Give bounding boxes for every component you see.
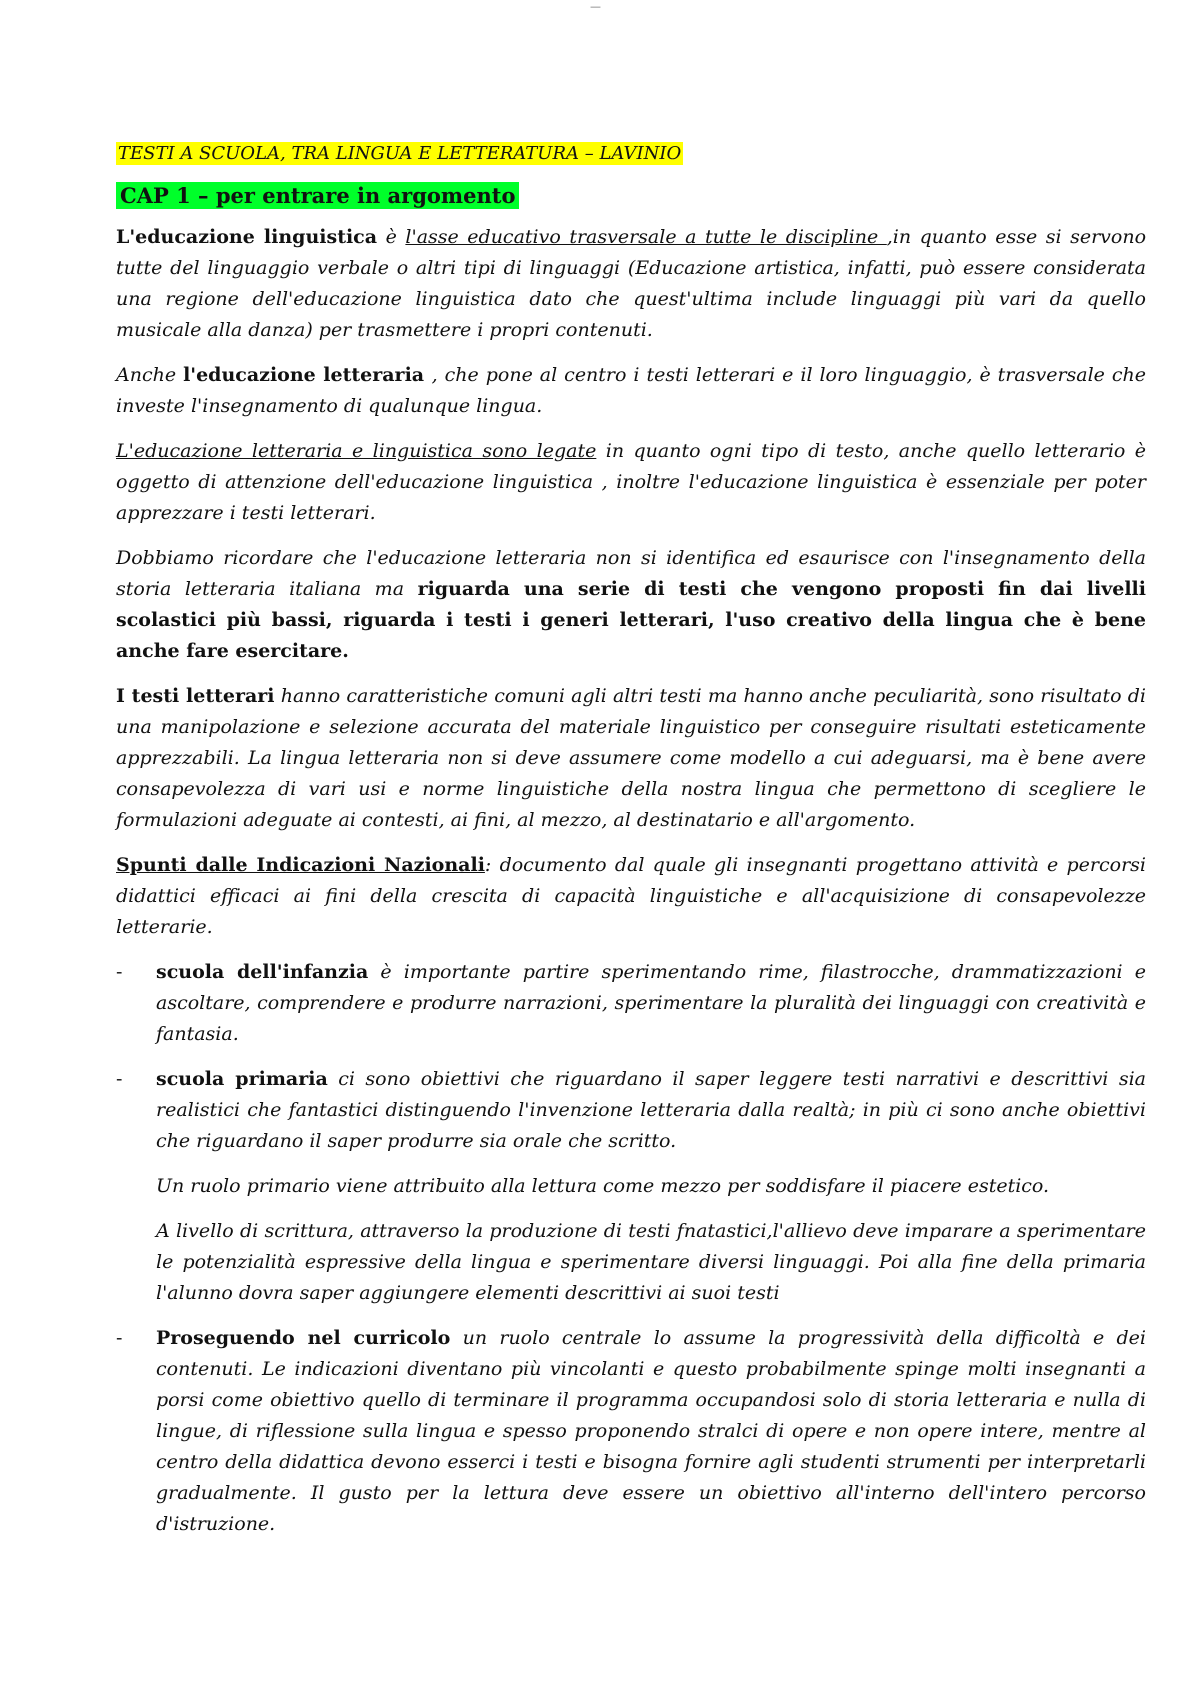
list-item-curricolo: - Proseguendo nel curricolo un ruolo centrale lo assume la progressività della difficoltà e dei contenuti. Le indicazioni diventano più vincolanti e questo probabilmente spinge molti insegnanti a porsi come obiettivo quello di terminare il programma occupandosi solo di storia letteraria e nulla di lingue, di riflessione sulla lingua e spesso proponendo stralci di opere e non opere intere, mentre al centro della didattica devono esserci i testi e bisogna fornire agli studenti strumenti per interpretarli gradualmente. Il gusto per la lettura deve essere un obiettivo all'interno dell'intero percorso d'istruzione. [116,1323,1146,1540]
paragraph-ricordare: Dobbiamo ricordare che l'educazione letteraria non si identifica ed esaurisce con l'insegnamento della storia letteraria italiana ma riguarda una serie di testi che vengono proposti fin dai livelli scolastici più bassi, riguarda i testi i generi letterari, l'uso creativo della lingua che è bene anche fare esercitare. [116,547,1146,662]
header-mark: — [590,0,601,13]
list-dash: - [116,1068,123,1090]
paragraph-educazione-letteraria: Anche l'educazione letteraria , che pone al centro i testi letterari e il loro linguaggio, è trasversale che investe l'insegnamento di qualunque lingua. [116,364,1147,417]
document-title: TESTI A SCUOLA, TRA LINGUA E LETTERATURA – LAVINIO [118,143,682,164]
list-dash: - [116,1327,123,1349]
sub-paragraph-lettura: Un ruolo primario viene attribuito alla lettura come mezzo per soddisfare il piacere estetico. [156,1175,1050,1197]
document-page [116,140,1146,1554]
term-educazione-linguistica: L'educazione linguistica [116,226,378,248]
term-scuola-primaria: scuola primaria [156,1068,328,1090]
term-indicazioni-nazionali: Spunti dalle Indicazioni Nazionali [116,854,485,876]
list-dash: - [116,961,123,983]
chapter-heading: CAP 1 – per entrare in argomento [116,180,1146,212]
term-curricolo: Proseguendo nel curricolo [156,1327,451,1349]
term-scuola-infanzia: scuola dell'infanzia [156,961,369,983]
paragraph-indicazioni: Spunti dalle Indicazioni Nazionali: documento dal quale gli insegnanti progettano attività e percorsi didattici efficaci ai fini della crescita di capacità linguistiche e all'acquisizione di consapevolezze letterarie. [116,854,1146,938]
list-item-infanzia: - scuola dell'infanzia è importante partire sperimentando rime, filastrocche, drammatizzazioni e ascoltare, comprendere e produrre narrazioni, sperimentare la pluralità dei linguaggi con creatività e fantasia. [116,957,1146,1050]
paragraph-testi-letterari: I testi letterari hanno caratteristiche comuni agli altri testi ma hanno anche peculiarità, sono risultato di una manipolazione e selezione accurata del materiale linguistico per conseguire risultati esteticamente apprezzabili. La lingua letteraria non si deve assumere come modello a cui adeguarsi, ma è bene avere consapevolezza di vari usi e norme linguistiche della nostra lingua che permettono di scegliere le formulazioni adeguate ai contesti, ai fini, al mezzo, al destinatario e all'argomento. [116,685,1146,831]
paragraph-educazione-linguistica: L'educazione linguistica è l'asse educativo trasversale a tutte le discipline ,in quanto esse si servono tutte del linguaggio verbale o altri tipi di linguaggi (Educazione artistica, infatti, può essere considerata una regione dell'educazione linguistica dato che quest'ultima include linguaggi più vari da quello musicale alla danza) per trasmettere i propri contenuti. [116,226,1147,341]
underlined-phrase: L'educazione letteraria e linguistica sono legate [116,440,597,462]
term-testi-letterari: I testi letterari [116,685,275,707]
term-educazione-letteraria: l'educazione letteraria [183,364,432,386]
list-item-primaria: - scuola primaria ci sono obiettivi che riguardano il saper leggere testi narrativi e descrittivi sia realistici che fantastici distinguendo l'invenzione letteraria dalla realtà; in più ci sono anche obiettivi che riguardano il saper produrre sia orale che scritto. [116,1064,1146,1157]
bold-phrase: riguarda una serie di testi che vengono proposti fin dai livelli scolastici più bassi, riguarda i testi i generi letterari, l'uso creativo della lingua che è bene anche fare esercitare. [116,578,1146,662]
sub-paragraph-scrittura: A livello di scrittura, attraverso la produzione di testi fnatastici,l'allievo deve imparare a sperimentare le potenzialità espressive della lingua e sperimentare diversi linguaggi. Poi alla fine della primaria l'alunno dovra saper aggiungere elementi descrittivi ai suoi testi [156,1220,1146,1304]
underlined-phrase: l'asse educativo trasversale a tutte le discipline [405,226,887,248]
paragraph-legate: L'educazione letteraria e linguistica sono legate in quanto ogni tipo di testo, anche quello letterario è oggetto di attenzione dell'educazione linguistica , inoltre l'educazione linguistica è essenziale per poter apprezzare i testi letterari. [116,440,1146,524]
